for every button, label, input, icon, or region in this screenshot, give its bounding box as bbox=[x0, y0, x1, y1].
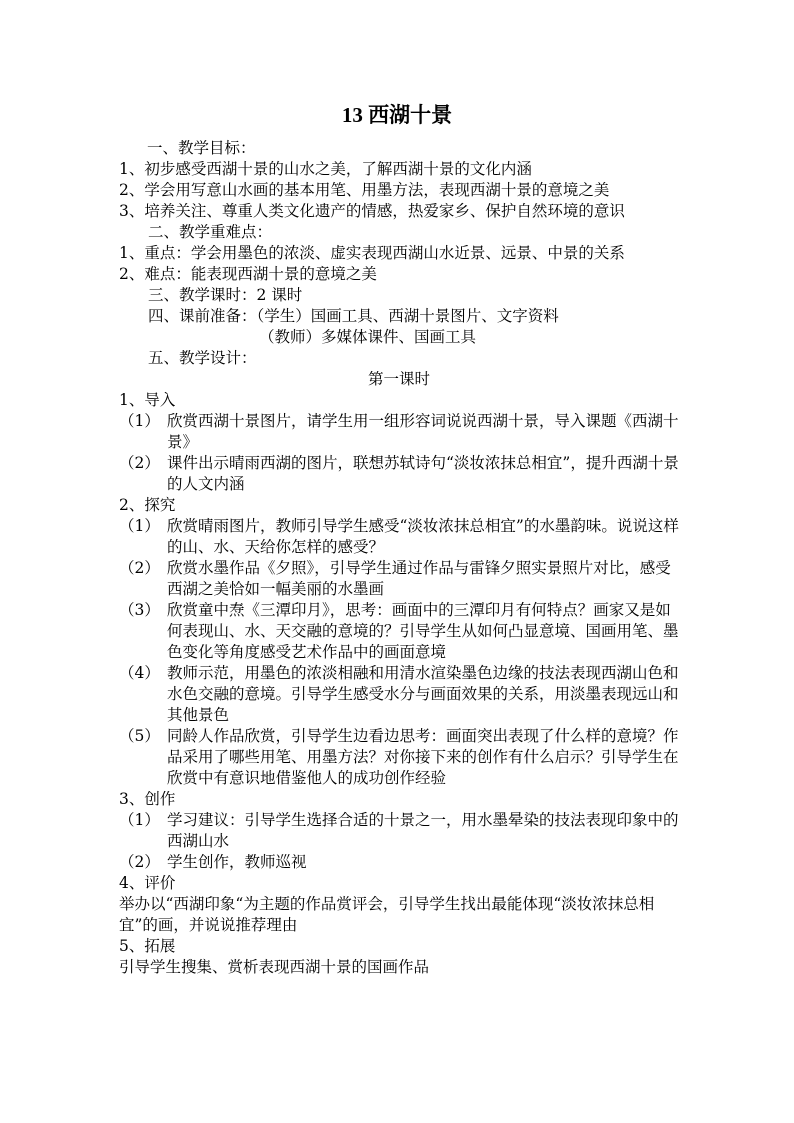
item-text: 同龄人作品欣赏，引导学生边看边思考：画面突出表现了什么样的意境？作品采用了哪些用笔、用墨方法？对你接下来的创作有什么启示？引导学生在欣赏中有意识地借鉴他人的成功创作经验 bbox=[167, 727, 679, 787]
list-item bbox=[119, 810, 679, 852]
item-number: （2） bbox=[119, 559, 160, 577]
item-text: 欣赏晴雨图片，教师引导学生感受“淡妆浓抹总相宜”的水墨韵味。说说这样的山、水、天给你怎样的感受？ bbox=[167, 517, 679, 556]
hours-line: 三、教学课时：2 课时 bbox=[148, 286, 303, 304]
item-number: （2） bbox=[119, 853, 160, 871]
section-heading-intro: 1、导入 bbox=[119, 391, 176, 409]
section-heading-evaluation: 4、评价 bbox=[119, 874, 176, 892]
objective-item: 1、初步感受西湖十景的山水之美，了解西湖十景的文化内涵 bbox=[119, 160, 532, 178]
evaluation-text: 举办以“西湖印象“为主题的作品赏评会，引导学生找出最能体现“淡妆浓抹总相宜”的画，并说说推荐理由 bbox=[119, 895, 655, 934]
list-item bbox=[119, 558, 679, 600]
objective-item: 3、培养关注、尊重人类文化遗产的情感，热爱家乡、保护自然环境的意识 bbox=[119, 202, 625, 220]
item-number: （5） bbox=[119, 727, 160, 745]
item-text: 欣赏西湖十景图片，请学生用一组形容词说说西湖十景，导入课题《西湖十景》 bbox=[167, 412, 679, 451]
prep-student-line: 四、课前准备：（学生）国画工具、西湖十景图片、文字资料 bbox=[148, 307, 559, 325]
list-item bbox=[119, 852, 679, 873]
list-item bbox=[119, 453, 679, 495]
item-number: （3） bbox=[119, 601, 160, 619]
item-text: 学生创作，教师巡视 bbox=[167, 853, 307, 871]
item-number: （1） bbox=[119, 811, 160, 829]
keypoints-heading: 二、教学重难点： bbox=[148, 223, 273, 241]
item-number: （4） bbox=[119, 664, 160, 682]
item-number: （2） bbox=[119, 454, 160, 472]
design-heading: 五、教学设计： bbox=[148, 349, 257, 367]
list-item bbox=[119, 663, 679, 726]
item-text: 教师示范，用墨色的浓淡相融和用清水渲染墨色边缘的技法表现西湖山色和水色交融的意境。引导学生感受水分与画面效果的关系，用淡墨表现远山和其他景色 bbox=[167, 664, 679, 724]
section-heading-create: 3、创作 bbox=[119, 790, 176, 808]
extension-text: 引导学生搜集、赏析表现西湖十景的国画作品 bbox=[119, 958, 430, 976]
list-item bbox=[119, 516, 679, 558]
objective-item: 2、学会用写意山水画的基本用笔、用墨方法，表现西湖十景的意境之美 bbox=[119, 181, 610, 199]
section-heading-extension: 5、拓展 bbox=[119, 937, 176, 955]
item-text: 学习建议：引导学生选择合适的十景之一，用水墨晕染的技法表现印象中的西湖山水 bbox=[167, 811, 679, 850]
item-text: 欣赏水墨作品《夕照》，引导学生通过作品与雷锋夕照实景照片对比，感受西湖之美恰如一幅美丽的水墨画 bbox=[167, 559, 671, 598]
lesson-plan-body bbox=[119, 138, 679, 978]
item-number: （1） bbox=[119, 517, 160, 535]
page-title: 13 西湖十景 bbox=[341, 103, 453, 127]
objectives-heading: 一、教学目标： bbox=[147, 139, 256, 157]
list-item bbox=[119, 600, 679, 663]
item-text: 课件出示晴雨西湖的图片，联想苏轼诗句“淡妆浓抹总相宜”，提升西湖十景的人文内涵 bbox=[167, 454, 679, 493]
lesson-heading: 第一课时 bbox=[367, 370, 430, 388]
list-item bbox=[119, 726, 679, 789]
item-number: （1） bbox=[119, 412, 160, 430]
keypoint-item: 2、难点：能表现西湖十景的意境之美 bbox=[119, 265, 377, 283]
keypoint-item: 1、重点：学会用墨色的浓淡、虚实表现西湖山水近景、远景、中景的关系 bbox=[119, 244, 625, 262]
section-heading-explore: 2、探究 bbox=[119, 496, 176, 514]
list-item bbox=[119, 411, 679, 453]
item-text: 欣赏童中焘《三潭印月》，思考：画面中的三潭印月有何特点？画家又是如何表现山、水、天交融的意境的？引导学生从如何凸显意境、国画用笔、墨色变化等角度感受艺术作品中的画面意境 bbox=[167, 601, 679, 661]
prep-teacher-line: （教师）多媒体课件、国画工具 bbox=[259, 328, 477, 346]
